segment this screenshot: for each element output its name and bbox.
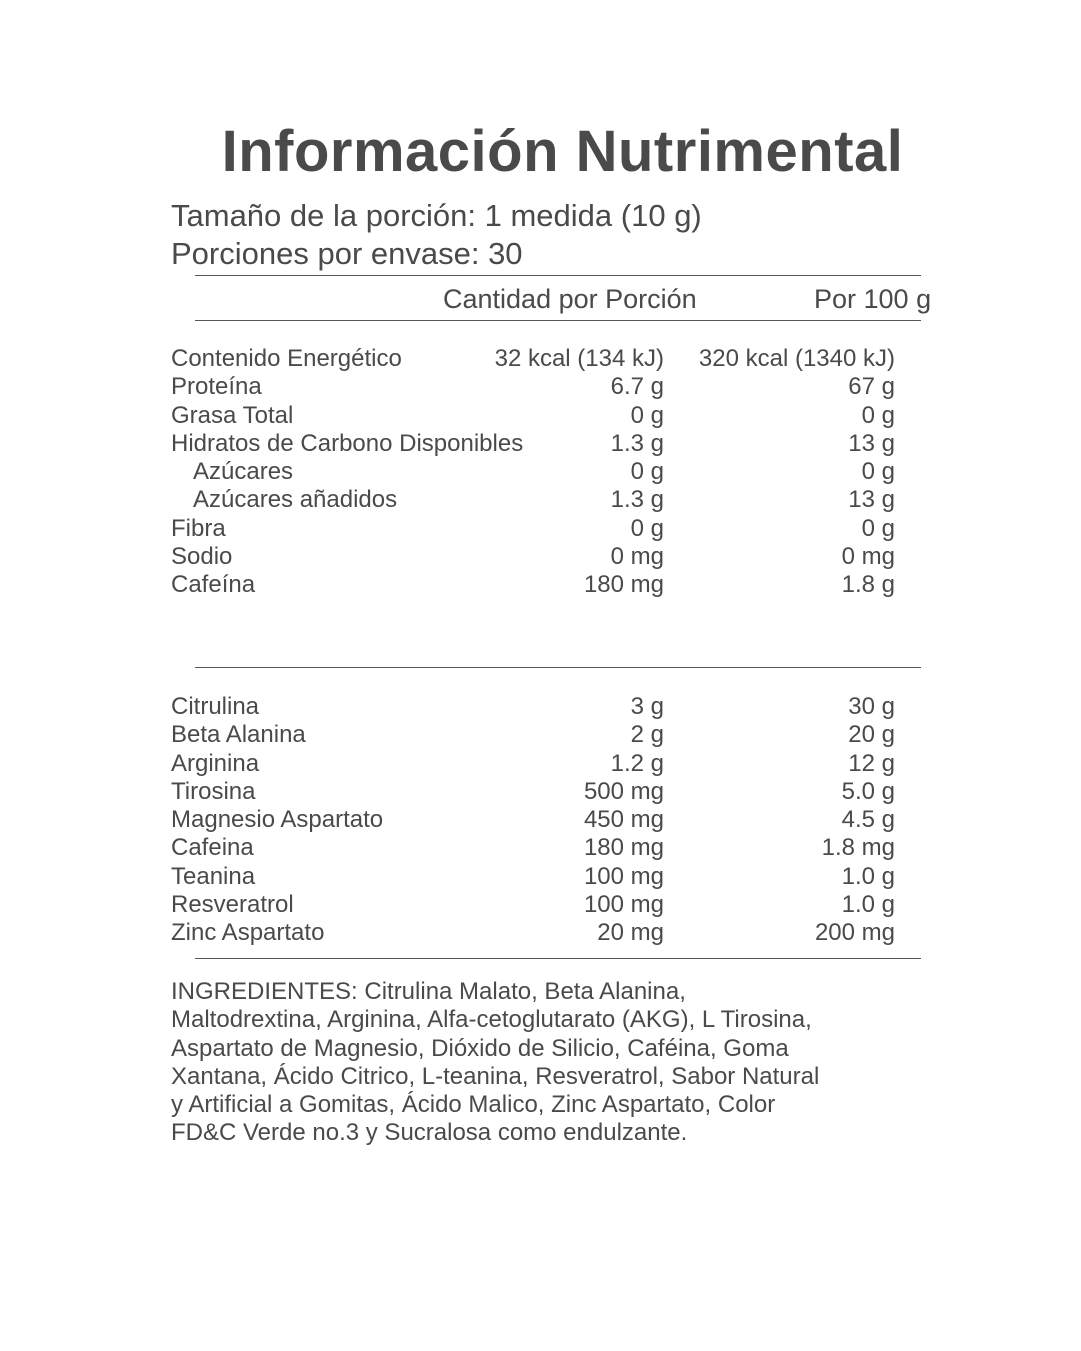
row-value-per-serving: 0 g [630,514,664,542]
ingredients-line: INGREDIENTES: Citrulina Malato, Beta Alanina, [171,978,686,1005]
table-row [171,750,897,778]
row-value-per-100g: 20 g [848,721,895,749]
row-value-per-serving: 32 kcal (134 kJ) [494,345,664,372]
table-row [171,693,897,721]
row-label: Arginina [171,749,260,777]
row-value-per-100g: 4.5 g [841,806,895,834]
row-label: Azúcares añadidos [193,486,398,514]
row-value-per-100g: 5.0 g [841,777,895,805]
row-value-per-serving: 3 g [630,693,664,720]
nutrients-table [171,345,897,600]
row-value-per-serving: 450 mg [583,806,664,834]
row-value-per-100g: 12 g [848,749,895,777]
row-value-per-serving: 1.3 g [610,429,664,457]
table-row [171,919,897,947]
row-value-per-serving: 2 g [630,721,664,749]
row-value-per-serving: 1.3 g [610,486,664,514]
table-row [171,402,897,430]
ingredients-text [171,978,901,1148]
row-value-per-100g: 1.8 g [841,571,895,599]
serving-size: Tamaño de la porción: 1 medida (10 g) [171,198,702,233]
ingredients-line: Aspartato de Magnesio, Dióxido de Silicio, Caféina, Goma [171,1034,789,1062]
row-label: Zinc Aspartato [171,919,325,947]
actives-table [171,693,897,948]
row-label: Grasa Total [171,401,294,429]
table-row [171,806,897,834]
row-value-per-100g: 0 g [861,458,895,486]
row-label: Magnesio Aspartato [171,806,384,834]
row-value-per-100g: 0 g [861,401,895,429]
row-value-per-100g: 1.8 mg [821,834,895,862]
row-value-per-100g: 13 g [848,429,895,457]
table-row [171,721,897,749]
page-title: Información Nutrimental [221,119,904,184]
row-label: Beta Alanina [171,721,306,749]
table-row [171,458,897,486]
row-value-per-serving: 100 mg [583,862,664,890]
row-value-per-serving: 500 mg [583,777,664,805]
column-header-per-100g: Por 100 g [814,284,932,314]
row-label: Sodio [171,543,233,571]
row-value-per-100g: 30 g [848,693,895,720]
row-value-per-serving: 100 mg [583,891,664,919]
table-row [171,430,897,458]
ingredients-line: y Artificial a Gomitas, Ácido Malico, Zinc Aspartato, Color [171,1091,776,1119]
row-value-per-serving: 180 mg [583,571,664,599]
table-row [171,486,897,514]
divider-header [195,320,921,321]
table-row [171,834,897,862]
row-label: Cafeína [171,571,256,599]
divider-top [195,275,921,276]
divider-middle [195,667,921,668]
row-label: Resveratrol [171,891,294,919]
table-row [171,345,897,373]
table-row [171,891,897,919]
row-value-per-serving: 0 g [630,401,664,429]
row-value-per-100g: 0 g [861,514,895,542]
row-value-per-100g: 320 kcal (1340 kJ) [698,345,895,372]
row-label: Proteína [171,373,262,401]
table-row [171,863,897,891]
row-value-per-serving: 20 mg [597,919,664,947]
row-value-per-100g: 1.0 g [841,891,895,919]
row-value-per-100g: 67 g [848,373,895,401]
table-row [171,543,897,571]
row-value-per-serving: 6.7 g [610,373,664,401]
ingredients-line: Maltodrextina, Arginina, Alfa-cetoglutarato (AKG), L Tirosina, [171,1006,812,1034]
row-value-per-100g: 0 mg [841,543,895,571]
row-label: Tirosina [171,777,256,805]
row-value-per-100g: 1.0 g [841,862,895,890]
divider-bottom [195,958,921,959]
row-value-per-serving: 0 mg [610,543,664,571]
row-value-per-serving: 180 mg [583,834,664,862]
row-value-per-serving: 0 g [630,458,664,486]
column-header-per-serving: Cantidad por Porción [443,284,697,314]
table-row [171,778,897,806]
row-value-per-100g: 200 mg [814,919,895,947]
table-row [171,373,897,401]
row-value-per-serving: 1.2 g [610,749,664,777]
row-label: Azúcares [193,458,294,486]
table-row [171,571,897,599]
ingredients-line: FD&C Verde no.3 y Sucralosa como endulzante. [171,1119,688,1147]
row-label: Hidratos de Carbono Disponibles [171,429,524,457]
table-row [171,515,897,543]
row-label: Contenido Energético [171,345,402,372]
row-label: Teanina [171,862,256,890]
row-label: Cafeina [171,834,254,862]
row-value-per-100g: 13 g [848,486,895,514]
row-label: Citrulina [171,693,260,720]
servings-per-container: Porciones por envase: 30 [171,236,523,271]
row-label: Fibra [171,514,226,542]
ingredients-line: Xantana, Ácido Citrico, L-teanina, Resveratrol, Sabor Natural [171,1062,820,1090]
